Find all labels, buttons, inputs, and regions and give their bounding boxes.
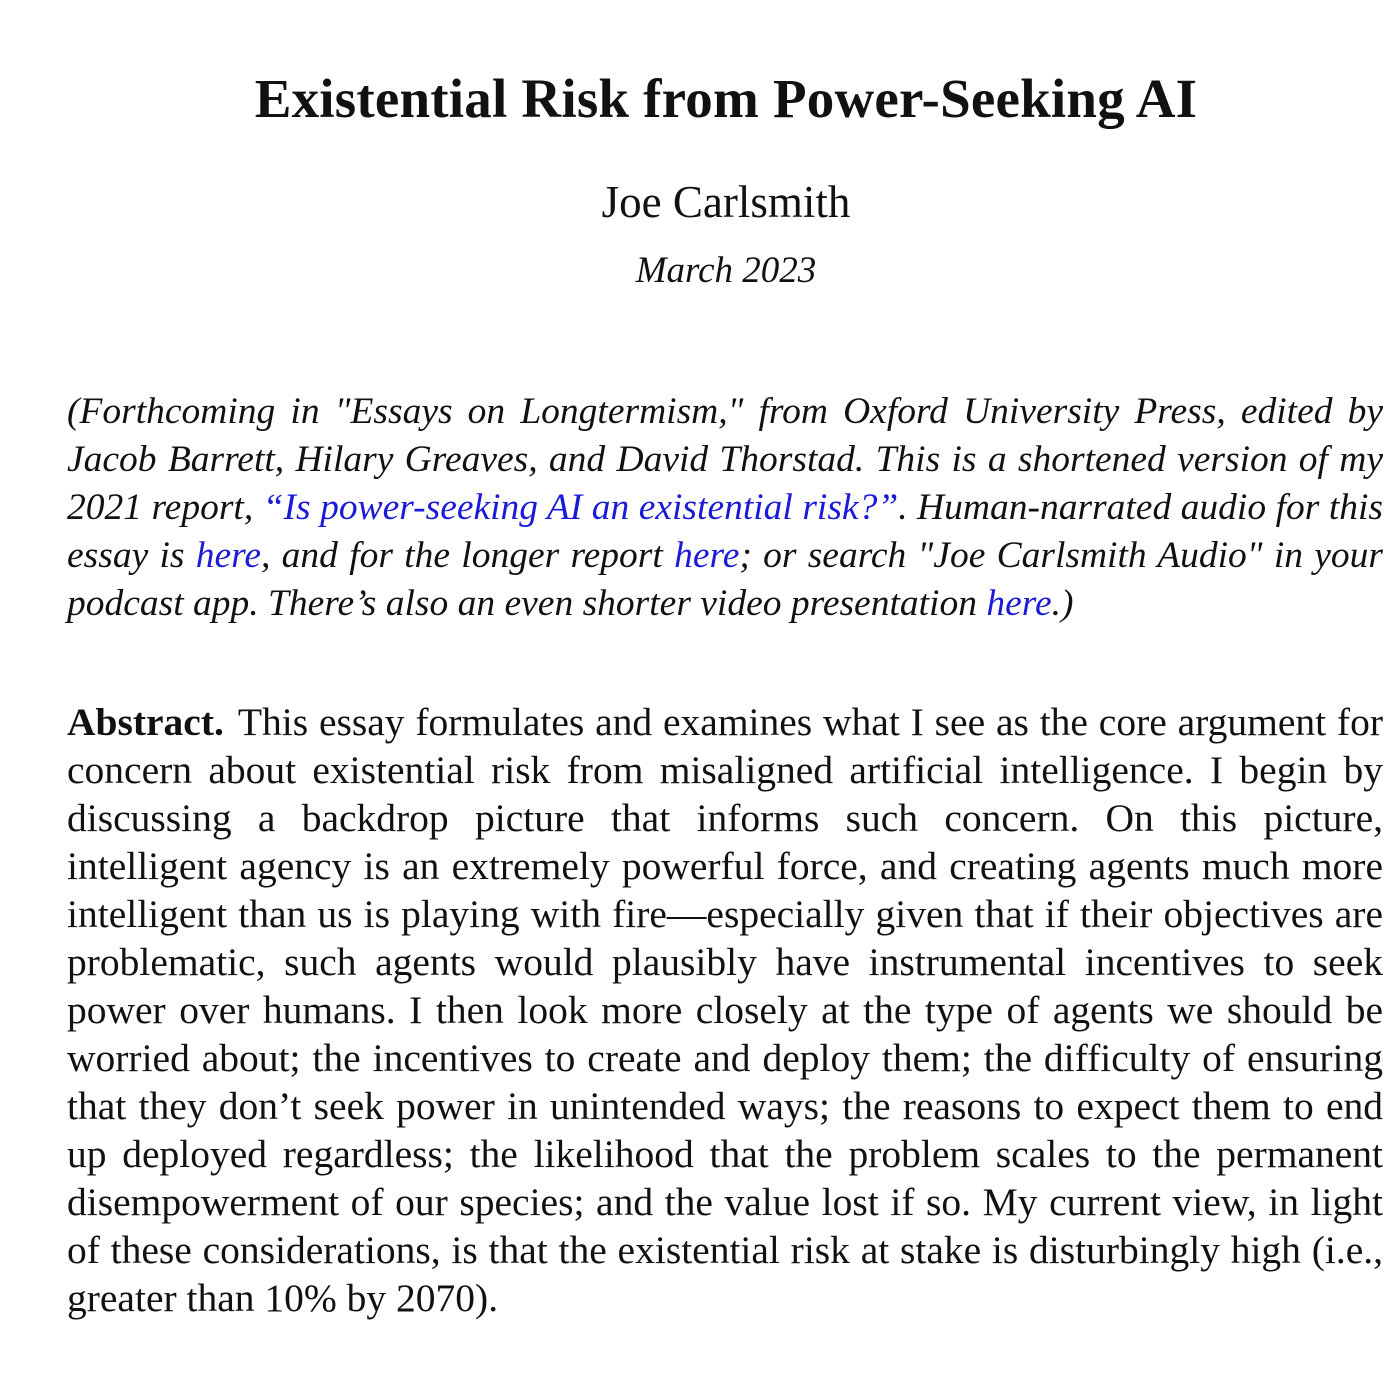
author-name: Joe Carlsmith xyxy=(601,177,851,227)
abstract-text: This essay formulates and examines what I see as the core argument for concern about existential risk from misaligned artificial intelligence. I begin by discussing a backdrop picture that informs such concern. On this picture, intelligent agency is an extremely powerful force, and creating agents much more intelligent than us is playing with fire—especially given that if their objectives are problematic, such agents would plausibly have instrumental incentives to seek power over humans. I then look more closely at the type of agents we should be worried about; the incentives to create and deploy them; the difficulty of ensuring that they don’t seek power in unintended ways; the reasons to expect them to end up deployed regardless; the likelihood that the problem scales to the permanent disempowerment of our species; and the value lost if so. My current view, in light of these considerations, is that the existential risk at stake is disturbingly high (i.e., greater than 10% by 2070). xyxy=(67,700,1383,1320)
note-text-1: (Forthcoming in "Essays on Longtermism," from Oxford University Press, edited by Jacob Barrett, Hilary Greaves, and David Thorstad. This is a shortened version of my 2021 report, xyxy=(67,391,1383,528)
paper-title: Existential Risk from Power-Seeking AI xyxy=(254,68,1198,129)
report-audio-link[interactable]: here xyxy=(674,535,740,576)
note-text-2: . Human-narrated audio for this essay is xyxy=(67,487,1384,576)
report-link[interactable]: “Is power-seeking AI an existential risk?” xyxy=(262,487,899,528)
note-text-5: .) xyxy=(1051,583,1074,624)
abstract-label: Abstract. xyxy=(67,700,224,744)
publication-date: March 2023 xyxy=(635,250,817,291)
note-text-3: , and for the longer report xyxy=(261,535,675,576)
video-presentation-link[interactable]: here xyxy=(986,583,1052,624)
essay-audio-link[interactable]: here xyxy=(195,535,262,576)
publication-note xyxy=(67,388,1383,628)
abstract-paragraph xyxy=(67,698,1383,1322)
note-text-4: ; or search "Joe Carlsmith Audio" in your podcast app. There’s also an even shorter video presentation xyxy=(67,535,1383,624)
